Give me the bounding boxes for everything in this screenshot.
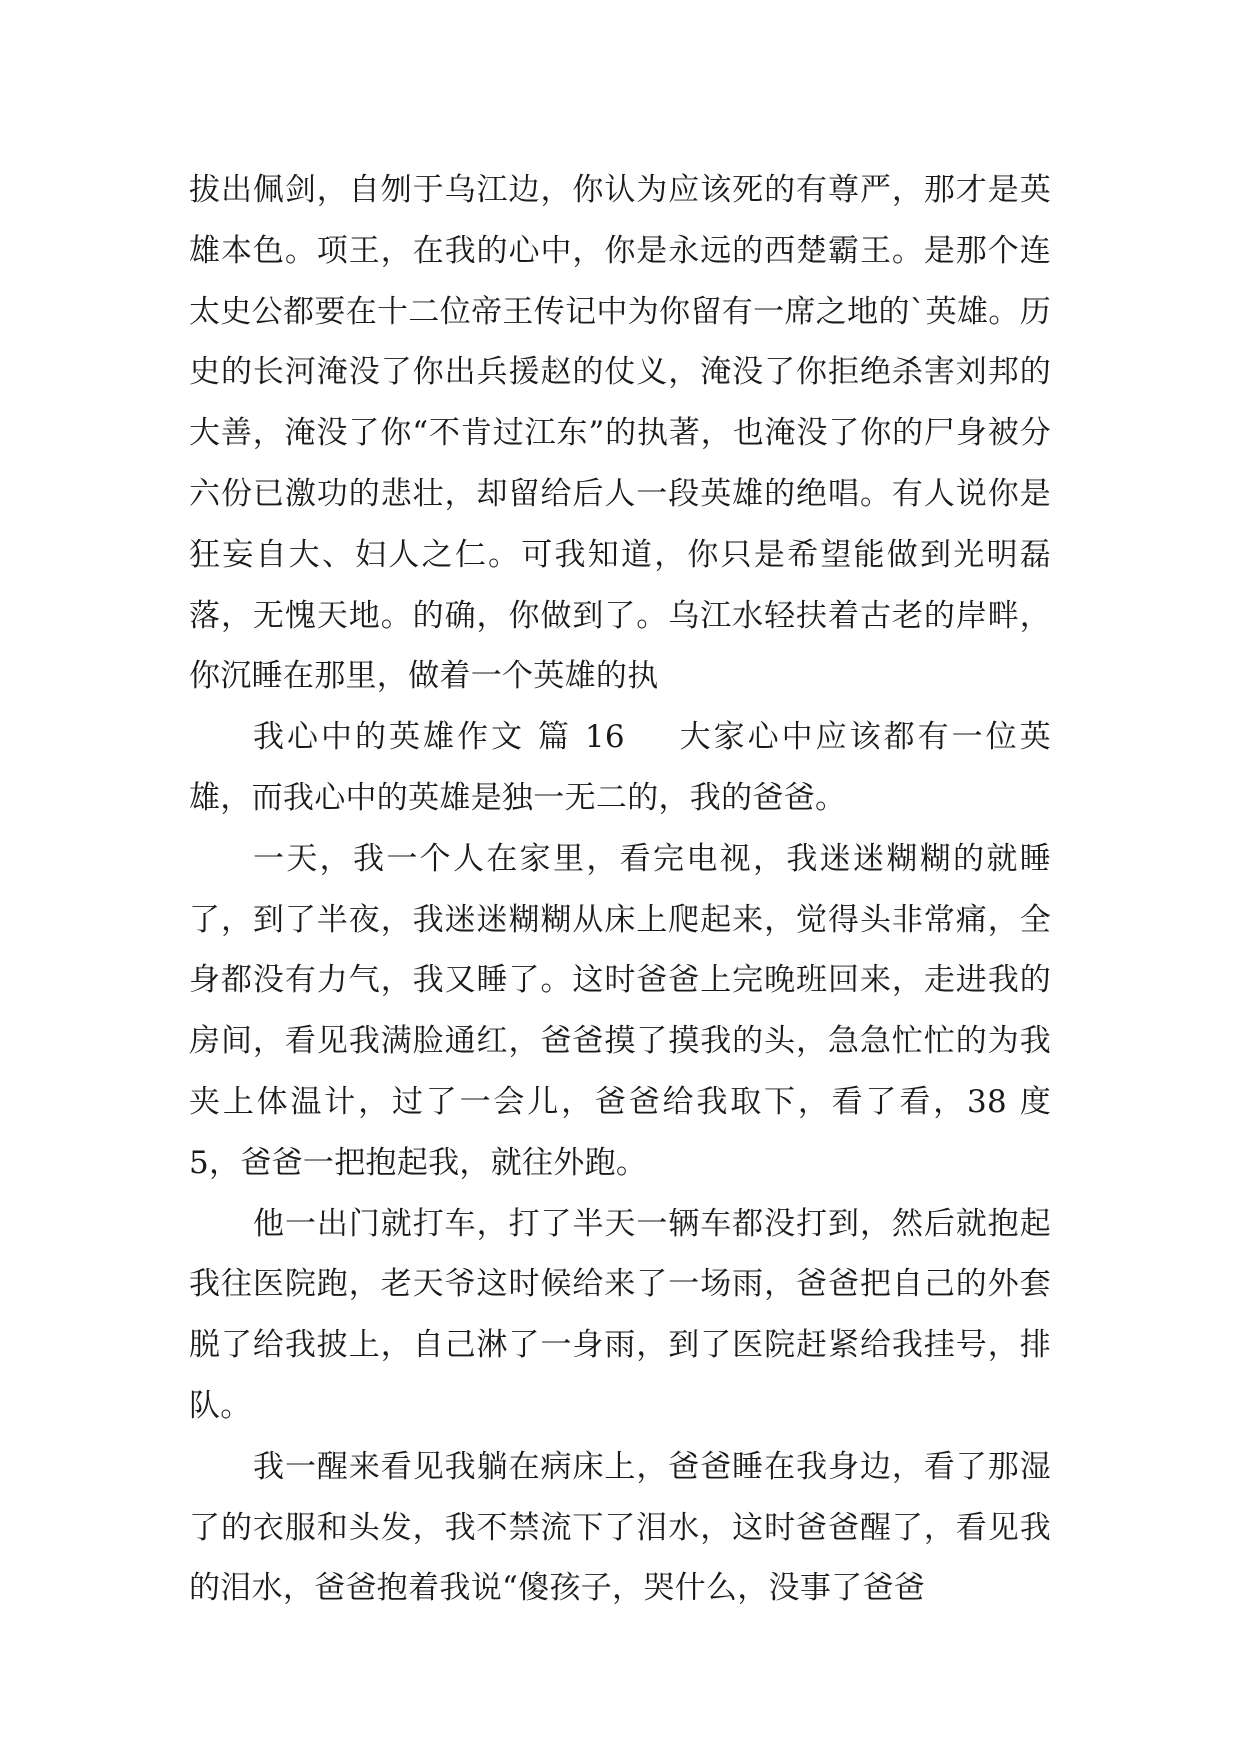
paragraph: 我一醒来看见我躺在病床上，爸爸睡在我身边，看了那湿了的衣服和头发，我不禁流下了泪水，这时爸爸醒了，看见我的泪水，爸爸抱着我说“傻孩子，哭什么，没事了爸爸 (189, 1448, 1051, 1607)
section-paragraph (189, 707, 1051, 829)
document-body (189, 160, 1051, 1619)
paragraph: 他一出门就打车，打了半天一辆车都没打到，然后就抱起我往医院跑，老天爷这时候给来了一场雨，爸爸把自己的外套脱了给我披上，自己淋了一身雨，到了医院赶紧给我挂号，排队。 (189, 1205, 1051, 1424)
section-heading: 我心中的英雄作文 篇 16 (253, 719, 625, 756)
paragraph: 一天，我一个人在家里，看完电视，我迷迷糊糊的就睡了，到了半夜，我迷迷糊糊从床上爬起来，觉得头非常痛，全身都没有力气，我又睡了。这时爸爸上完晚班回来，走进我的房间，看见我满脸通红，爸爸摸了摸我的头，急急忙忙的为我夹上体温计，过了一会儿，爸爸给我取下，看了看，38 度 5，爸爸一把抱起我，就往外跑。 (189, 840, 1051, 1181)
paragraph: 拔出佩剑，自刎于乌江边，你认为应该死的有尊严，那才是英雄本色。项王，在我的心中，你是永远的西楚霸王。是那个连太史公都要在十二位帝王传记中为你留有一席之地的`英雄。历史的长河淹没了你出兵援赵的仗义，淹没了你拒绝杀害刘邦的大善，淹没了你“不肯过江东”的执著，也淹没了你的尸身被分六份已激功的悲壮，却留给后人一段英雄的绝唱。有人说你是狂妄自大、妇人之仁。可我知道，你只是希望能做到光明磊落，无愧天地。的确，你做到了。乌江水轻扶着古老的岸畔，你沉睡在那里，做着一个英雄的执 (189, 172, 1051, 695)
paragraph-text: 大家心中应该都有一位英雄，而我心中的英雄是独一无二的，我的爸爸。 (189, 719, 1051, 816)
